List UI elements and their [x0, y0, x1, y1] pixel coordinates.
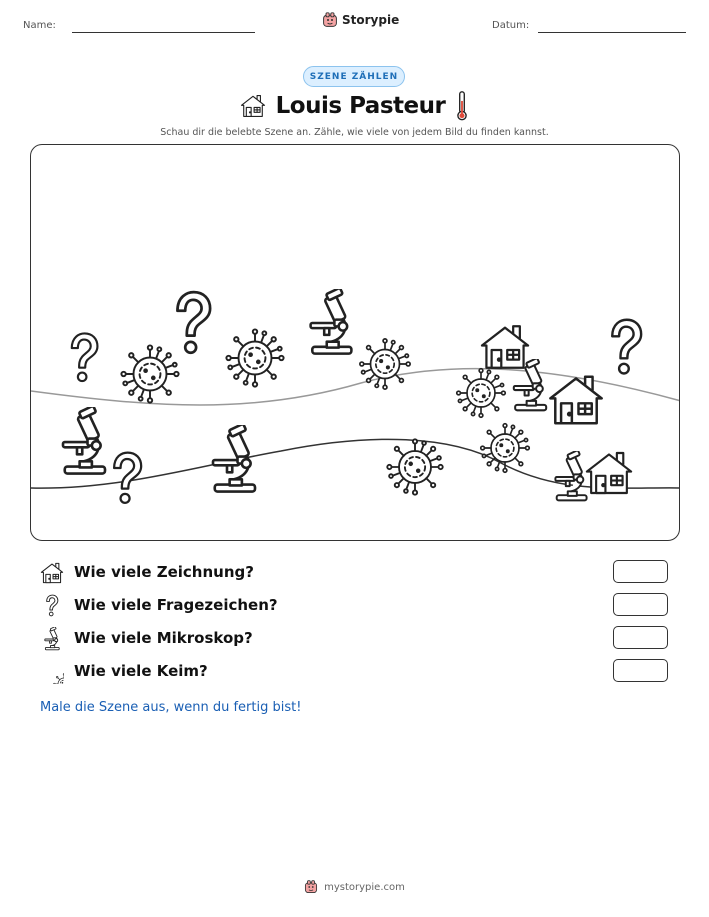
- storypie-mascot-icon: [304, 880, 318, 894]
- footer: [0, 880, 709, 894]
- activity-badge: SZENE ZÄHLEN: [303, 66, 405, 87]
- answer-box-drawing[interactable]: [613, 560, 668, 583]
- microscope-3: [63, 406, 105, 474]
- microscope-5: [555, 450, 586, 500]
- storypie-logo: [322, 12, 399, 28]
- question-mark-2: [177, 292, 210, 353]
- house-3: [587, 453, 631, 493]
- question-mark-4: [114, 453, 141, 503]
- microscope-icon: [40, 627, 64, 651]
- germ-6: [387, 439, 442, 494]
- question-mark-3: [612, 320, 641, 374]
- question-mark-1: [72, 333, 98, 381]
- question-row-germ: [40, 659, 670, 685]
- coloring-hint: Male die Szene aus, wenn du fertig bist!: [40, 700, 302, 715]
- question-text: Wie viele Keim?: [74, 662, 208, 680]
- name-line[interactable]: [72, 32, 255, 33]
- microscope-1: [311, 288, 352, 354]
- date-line[interactable]: [538, 32, 686, 33]
- house-1: [482, 326, 528, 368]
- germ-icon: [40, 660, 64, 684]
- question-row-microscope: [40, 626, 670, 652]
- storypie-mascot-icon: [322, 12, 338, 28]
- germ-5: [481, 424, 530, 473]
- question-mark-icon: [40, 594, 64, 618]
- answer-box-germ[interactable]: [613, 659, 668, 682]
- question-text: Wie viele Zeichnung?: [74, 563, 254, 581]
- instructions: Schau dir die belebte Szene an. Zähle, wie viele von jedem Bild du finden kannst.: [160, 127, 549, 138]
- page-title: Louis Pasteur: [275, 93, 446, 119]
- title-row: [0, 90, 709, 122]
- germ-3: [360, 339, 410, 389]
- brand-name: Storypie: [342, 13, 400, 27]
- question-row-question-marks: [40, 593, 670, 619]
- germ-2: [226, 329, 283, 386]
- house-icon: [40, 561, 64, 585]
- counting-scene: [30, 144, 680, 541]
- question-text: Wie viele Fragezeichen?: [74, 596, 278, 614]
- scene-drawing: [31, 145, 680, 541]
- name-label: Name:: [23, 20, 56, 31]
- answer-box-question-marks[interactable]: [613, 593, 668, 616]
- date-label: Datum:: [492, 20, 530, 31]
- question-row-drawing: [40, 560, 670, 586]
- germ-4: [457, 369, 506, 418]
- footer-url: mystorypie.com: [324, 881, 405, 893]
- house-icon: [240, 94, 266, 118]
- question-text: Wie viele Mikroskop?: [74, 629, 253, 647]
- house-2: [550, 377, 601, 423]
- microscope-4: [213, 424, 255, 492]
- germ-1: [121, 345, 178, 402]
- answer-box-microscope[interactable]: [613, 626, 668, 649]
- thermometer-icon: [455, 90, 469, 122]
